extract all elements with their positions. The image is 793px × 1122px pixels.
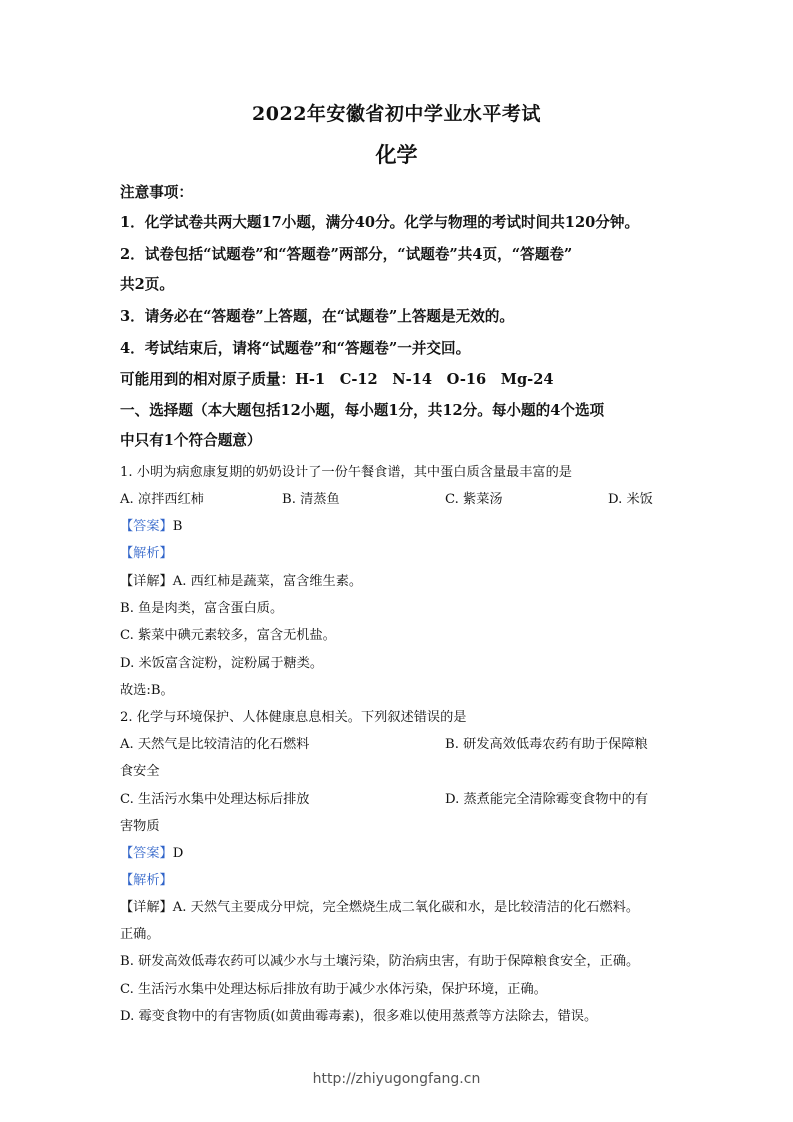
- question-1-stem: 1. 小明为病愈康复期的奶奶设计了一份午餐食谱，其中蛋白质含量最丰富的是: [120, 465, 572, 480]
- question-2-answer: [120, 842, 183, 861]
- question-1-option-a: A. 凉拌西红柿: [120, 492, 204, 507]
- question-1-detail: [120, 570, 362, 589]
- answer-tag: 【答案】: [120, 519, 173, 534]
- question-2-detail: [120, 896, 639, 915]
- section-heading-cont: 中只有1个符合题意）: [120, 432, 262, 449]
- question-2-option-a: A. 天然气是比较清洁的化石燃料: [120, 737, 310, 752]
- question-1-analysis-tag: 【解析】: [120, 546, 173, 561]
- detail-tag: 【详解】: [120, 574, 173, 589]
- notice-item-3: 3．请务必在“答题卷”上答题，在“试题卷”上答题是无效的。: [120, 308, 514, 325]
- question-1-detail-d: D. 米饭富含淀粉，淀粉属于糖类。: [120, 656, 324, 671]
- question-2-analysis-tag: 【解析】: [120, 873, 173, 888]
- question-2-option-c: C. 生活污水集中处理达标后排放: [120, 792, 310, 807]
- question-2-option-b-cont: 食安全: [120, 764, 160, 779]
- question-1-option-c: C. 紫菜汤: [445, 492, 503, 507]
- question-1-option-b: B. 清蒸鱼: [282, 492, 340, 507]
- question-2-option-d: D. 蒸煮能完全清除霉变食物中的有: [445, 792, 649, 807]
- notice-item-2: 2．试卷包括“试题卷”和“答题卷”两部分，“试题卷”共4页，“答题卷”: [120, 246, 573, 263]
- detail-text: A. 天然气主要成分甲烷，完全燃烧生成二氧化碳和水，是比较清洁的化石燃料。: [172, 900, 640, 915]
- exam-title: 2022年安徽省初中学业水平考试: [252, 103, 541, 125]
- atomic-mass-line: 可能用到的相对原子质量：H-1 C-12 N-14 O-16 Mg-24: [120, 371, 554, 388]
- question-1-option-d: D. 米饭: [608, 492, 653, 507]
- question-1-conclusion: 故选:B。: [120, 683, 174, 698]
- question-2-detail-c: C. 生活污水集中处理达标后排放有助于减少水体污染，保护环境，正确。: [120, 982, 547, 997]
- question-2-option-b: B. 研发高效低毒农药有助于保障粮: [445, 737, 648, 752]
- detail-text: A. 西红柿是蔬菜，富含维生素。: [172, 574, 363, 589]
- question-1-answer: [120, 515, 182, 534]
- detail-tag: 【详解】: [120, 900, 173, 915]
- subject-title: 化学: [375, 142, 418, 167]
- answer-value: D: [172, 846, 184, 861]
- notice-heading: 注意事项：: [120, 184, 193, 201]
- question-2-stem: 2. 化学与环境保护、人体健康息息相关。下列叙述错误的是: [120, 710, 467, 725]
- notice-item-2-cont: 共2页。: [120, 276, 174, 293]
- footer-url: http://zhiyugongfang.cn: [312, 1071, 481, 1087]
- answer-tag: 【答案】: [120, 846, 173, 861]
- question-2-detail-cont: 正确。: [120, 927, 160, 942]
- question-2-option-d-cont: 害物质: [120, 819, 160, 834]
- question-1-detail-c: C. 紫菜中碘元素较多，富含无机盐。: [120, 628, 336, 643]
- section-heading: 一、选择题（本大题包括12小题，每小题1分，共12分。每小题的4个选项: [120, 402, 605, 419]
- answer-value: B: [172, 519, 183, 534]
- question-2-detail-d: D. 霉变食物中的有害物质(如黄曲霉毒素)，很多难以使用蒸煮等方法除去，错误。: [120, 1009, 598, 1024]
- question-1-detail-b: B. 鱼是肉类，富含蛋白质。: [120, 601, 284, 616]
- notice-item-4: 4．考试结束后，请将“试题卷”和“答题卷”一并交回。: [120, 340, 471, 357]
- notice-item-1: 1．化学试卷共两大题17小题，满分40分。化学与物理的考试时间共120分钟。: [120, 214, 640, 231]
- question-2-detail-b: B. 研发高效低毒农药可以减少水与土壤污染，防治病虫害，有助于保障粮食安全，正确。: [120, 954, 640, 969]
